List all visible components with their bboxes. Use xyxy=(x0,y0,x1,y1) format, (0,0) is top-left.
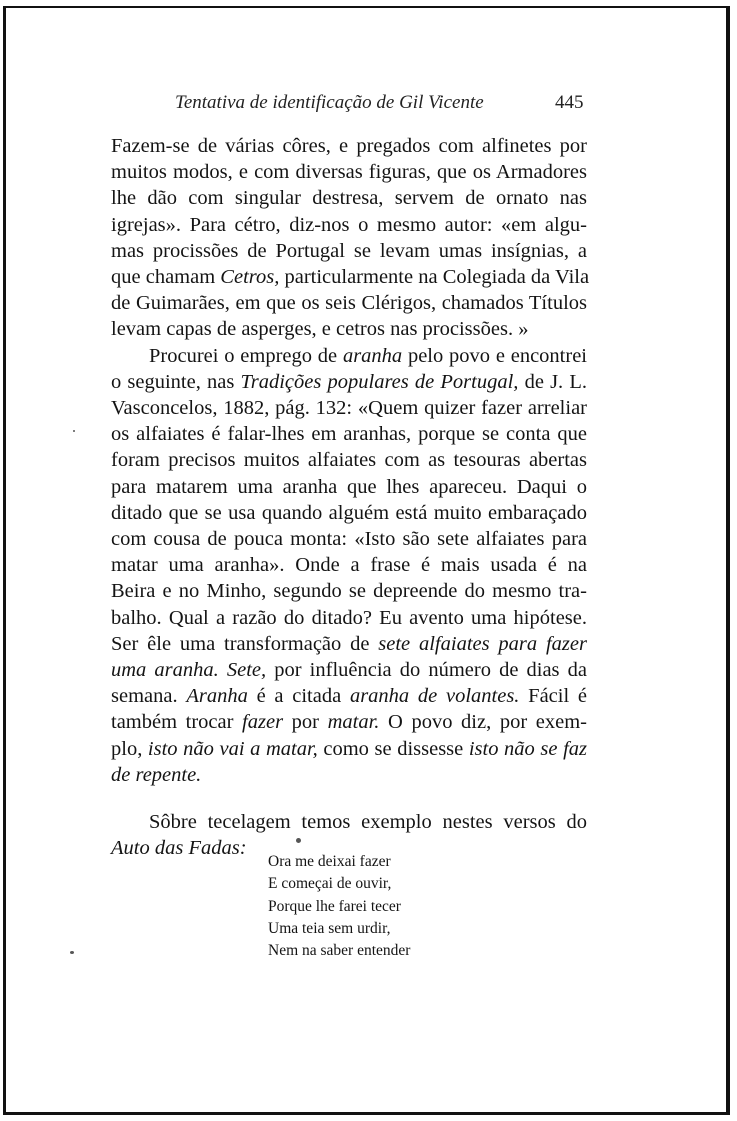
text-run: plo, xyxy=(111,737,148,760)
body-text xyxy=(111,133,590,861)
text-line: Vasconcelos, 1882, pág. 132: «Quem quizer fazer arreliar xyxy=(111,397,587,420)
text-run: é a citada xyxy=(247,685,350,708)
text-run: o seguinte, nas xyxy=(111,370,241,393)
text-run: Fácil é xyxy=(519,685,587,708)
text-line: levam capas de asperges, e cetros nas procissões. » xyxy=(111,318,529,341)
text-run: que chamam xyxy=(111,266,221,289)
verse-line: Porque lhe farei tecer xyxy=(268,897,401,915)
italic-phrase: sete alfaiates para fazer xyxy=(378,632,587,655)
text-line xyxy=(111,683,587,709)
paragraph-2 xyxy=(111,343,587,788)
running-title: Tentativa de identificação de Gil Vicente xyxy=(175,92,484,113)
text-run: também trocar xyxy=(111,711,243,734)
verse-line: Ora me deixai fazer xyxy=(268,853,391,870)
text-line: muitos modos, e com diversas figuras, que os Armadores xyxy=(111,161,587,184)
italic-term: aranha xyxy=(342,344,403,367)
verse-block xyxy=(268,851,410,962)
text-run: por influência do número de dias da xyxy=(266,659,587,682)
text-line: igrejas». Para cétro, diz-nos o mesmo autor: «em algu- xyxy=(111,213,587,236)
italic-title: Auto das Fadas: xyxy=(111,837,247,860)
italic-phrase: aranha de volantes. xyxy=(349,685,520,708)
ink-speck xyxy=(73,430,75,432)
text-run: como se dissesse xyxy=(317,737,469,760)
text-run: Procurei o emprego de xyxy=(149,344,343,367)
ink-speck xyxy=(70,951,74,954)
text-line: mas procissões de Portugal se levam umas insígnias, a xyxy=(111,239,587,262)
verse-line: E começai de ouvir, xyxy=(268,875,392,893)
text-run: de J. L. xyxy=(518,370,587,393)
italic-phrase: isto não vai a matar, xyxy=(147,737,318,760)
italic-term: fazer xyxy=(242,711,284,734)
text-line: balho. Qual a razão do ditado? Eu avento uma hipótese. xyxy=(111,606,587,629)
text-line xyxy=(111,631,587,657)
text-run: particularmente na Colegiada da Vila xyxy=(279,266,590,289)
text-line: ditado que se usa quando alguém está muito embaraçado xyxy=(111,501,587,524)
text-line xyxy=(111,709,587,735)
text-line xyxy=(111,657,587,683)
text-line: Beira e no Minho, segundo se depreende do mesmo tra- xyxy=(111,580,587,603)
italic-term: Cetros, xyxy=(220,266,280,289)
text-line xyxy=(111,264,590,290)
text-line: Fazem-se de várias côres, e pregados com alfinetes por xyxy=(111,135,587,157)
text-line: com cousa de pouca monta: «Isto são sete alfaiates para xyxy=(111,528,587,551)
verse-line: Nem na saber entender xyxy=(268,942,411,960)
text-line xyxy=(111,343,587,369)
ink-speck xyxy=(296,838,301,843)
italic-term: Aranha xyxy=(186,685,248,708)
text-line: matar uma aranha». Onde a frase é mais usada é na xyxy=(111,554,587,577)
page-number: 445 xyxy=(555,92,584,113)
italic-title: Tradições populares de Portugal, xyxy=(240,370,519,393)
text-line xyxy=(111,762,587,788)
running-header xyxy=(175,92,595,114)
italic-term: matar. xyxy=(327,711,380,734)
text-line: foram precisos muitos alfaiates com as tesouras abertas xyxy=(111,449,587,472)
text-run: por xyxy=(283,711,328,734)
text-line: Sôbre tecelagem temos exemplo nestes versos do xyxy=(149,811,587,834)
text-line xyxy=(111,369,587,395)
italic-term: Sete, xyxy=(226,659,267,682)
text-run: semana. xyxy=(111,685,187,708)
text-line xyxy=(111,736,587,762)
italic-phrase: uma aranha. xyxy=(111,659,219,682)
text-line: de Guimarães, em que os seis Clérigos, chamados Títulos xyxy=(111,292,587,315)
text-line: lhe dão com singular destresa, servem de ornato nas xyxy=(111,187,587,210)
text-run: O povo diz, por exem- xyxy=(379,711,587,734)
italic-phrase: de repente. xyxy=(111,763,202,786)
text-line: os alfaiates é falar-lhes em aranhas, porque se conta que xyxy=(111,423,587,446)
text-run: pelo povo e encontrei xyxy=(402,344,587,367)
italic-phrase: isto não se faz xyxy=(468,737,587,760)
text-run: Ser êle uma transformação de xyxy=(111,632,379,655)
paragraph-gap xyxy=(111,788,587,809)
paragraph-1 xyxy=(111,133,590,343)
text-line: para matarem uma aranha que lhes apareceu. Daqui o xyxy=(111,475,587,498)
verse-line: Uma teia sem urdir, xyxy=(268,919,391,937)
